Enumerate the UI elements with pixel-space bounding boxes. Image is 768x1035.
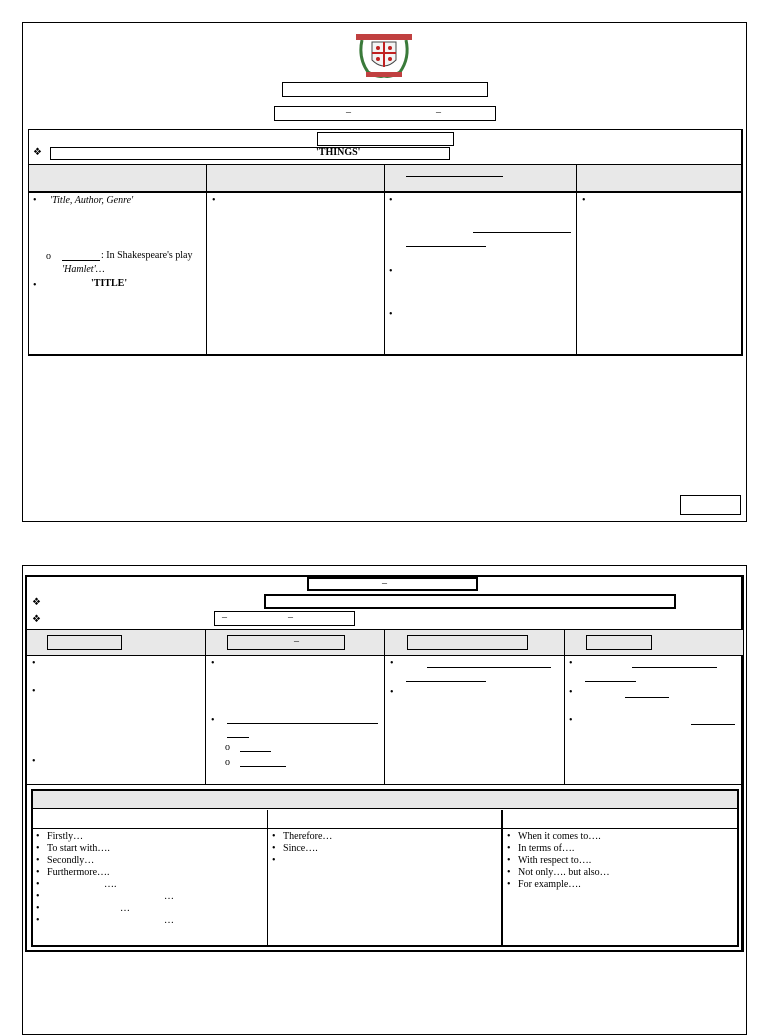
blank-line (691, 724, 735, 725)
bullet: • (389, 309, 393, 320)
circle-bullet: o (46, 251, 51, 262)
things-label: 'THINGS' (316, 147, 361, 158)
phrase-text: Since…. (283, 843, 318, 854)
phrases-col-3 (507, 831, 735, 891)
phrase-text: With respect to…. (518, 855, 592, 866)
list-item: • …. (36, 879, 117, 890)
row-divider (27, 784, 743, 785)
col-divider (384, 164, 385, 356)
bullet: • (569, 658, 573, 669)
phrase-text: To start with…. (47, 843, 110, 854)
list-item: • … (36, 903, 131, 914)
phrase-text: Firstly… (47, 831, 84, 842)
blank-line (427, 667, 551, 668)
subtitle-box (274, 106, 496, 121)
table-bottom (28, 354, 743, 356)
list-item: • To start with…. (36, 843, 110, 854)
list-item: • Secondly… (36, 855, 95, 866)
list-item: • In terms of…. (507, 843, 575, 854)
list-item: • Therefore… (272, 831, 333, 842)
bullet: • (389, 266, 393, 277)
dash: – (294, 636, 299, 647)
phrases-col-1 (36, 831, 264, 927)
things-box (50, 147, 450, 160)
header-box-1 (47, 635, 122, 650)
col-divider (564, 629, 565, 784)
col1-bullet2-text: 'TITLE' (91, 278, 128, 289)
page-number-box (680, 495, 741, 515)
subtitle-dash-2: – (436, 107, 441, 118)
school-crest-icon (354, 30, 414, 80)
col-divider (205, 629, 206, 784)
phrases-col-2 (272, 831, 498, 867)
phrase-text: When it comes to…. (518, 831, 601, 842)
page2-title-box (307, 577, 478, 591)
header-box-2 (227, 635, 345, 650)
diamond-bullet-icon: ❖ (32, 614, 41, 625)
bullet: • (212, 195, 216, 206)
phrase-text: …. (104, 879, 117, 890)
circle-bullet: o (225, 742, 230, 753)
page2-wide-box (264, 594, 676, 609)
phrase-text: Furthermore…. (47, 867, 110, 878)
phrase-text: Not only…. but also… (518, 867, 610, 878)
table-header-row (29, 164, 742, 193)
header-box-3 (407, 635, 528, 650)
bullet: • (32, 686, 36, 697)
diamond-bullet-icon: ❖ (32, 597, 41, 608)
bullet: • (32, 756, 36, 767)
list-item: • Not only…. but also… (507, 867, 610, 878)
col1-bullet1-text: 'Title, Author, Genre' (50, 195, 134, 206)
list-item: • … (36, 891, 175, 902)
bullet: • (582, 195, 586, 206)
phrase-text: … (164, 915, 175, 926)
title-box (282, 82, 488, 97)
blank-line (406, 681, 486, 682)
col1-sub-text2: 'Hamlet'… (62, 264, 105, 275)
page2-title-dash: – (382, 578, 387, 589)
bullet: • (33, 195, 37, 206)
blank-line (625, 697, 669, 698)
col-divider (267, 810, 268, 947)
phrase-text: For example…. (518, 879, 581, 890)
blank-line (62, 260, 100, 261)
row-divider (33, 828, 737, 829)
blank-line (227, 723, 378, 724)
col-divider (576, 164, 577, 356)
phrase-text: … (120, 903, 131, 914)
blank-line (240, 751, 271, 752)
bullet: • (211, 715, 215, 726)
bullet: • (569, 715, 573, 726)
bullet: • (389, 195, 393, 206)
phrase-text: In terms of…. (518, 843, 575, 854)
subtitle-dash-1: – (346, 107, 351, 118)
page2-small-box (214, 611, 355, 626)
list-item: • Furthermore…. (36, 867, 110, 878)
header-underline (406, 176, 503, 177)
list-item: • (272, 855, 276, 866)
list-item: • Firstly… (36, 831, 84, 842)
bullet: • (211, 658, 215, 669)
diamond-bullet-icon: ❖ (33, 147, 42, 158)
col1-sub-text: : In Shakespeare's play (101, 250, 193, 261)
blank-line (406, 246, 486, 247)
list-item: • With respect to…. (507, 855, 592, 866)
header-box-4 (586, 635, 652, 650)
blank-line (473, 232, 571, 233)
bullet: • (32, 658, 36, 669)
dash: – (222, 612, 227, 623)
bullet: • (390, 658, 394, 669)
phrase-text: Secondly… (47, 855, 95, 866)
list-item: • Since…. (272, 843, 318, 854)
dash: – (288, 612, 293, 623)
section-title-box (317, 132, 454, 146)
phrase-text: … (164, 891, 175, 902)
blank-line (585, 681, 636, 682)
phrase-text: Therefore… (283, 831, 333, 842)
blank-line (227, 737, 249, 738)
circle-bullet: o (225, 757, 230, 768)
col-divider (501, 810, 503, 947)
col-divider (206, 164, 207, 356)
table-right-edge (741, 129, 743, 356)
col-divider (384, 629, 385, 784)
blank-line (240, 766, 286, 767)
list-item: • When it comes to…. (507, 831, 601, 842)
bullet: • (569, 687, 573, 698)
blank-line (632, 667, 717, 668)
list-item: • … (36, 915, 175, 926)
phrases-header (33, 791, 737, 809)
bullet: • (33, 280, 37, 291)
list-item: • For example…. (507, 879, 581, 890)
bullet: • (390, 687, 394, 698)
